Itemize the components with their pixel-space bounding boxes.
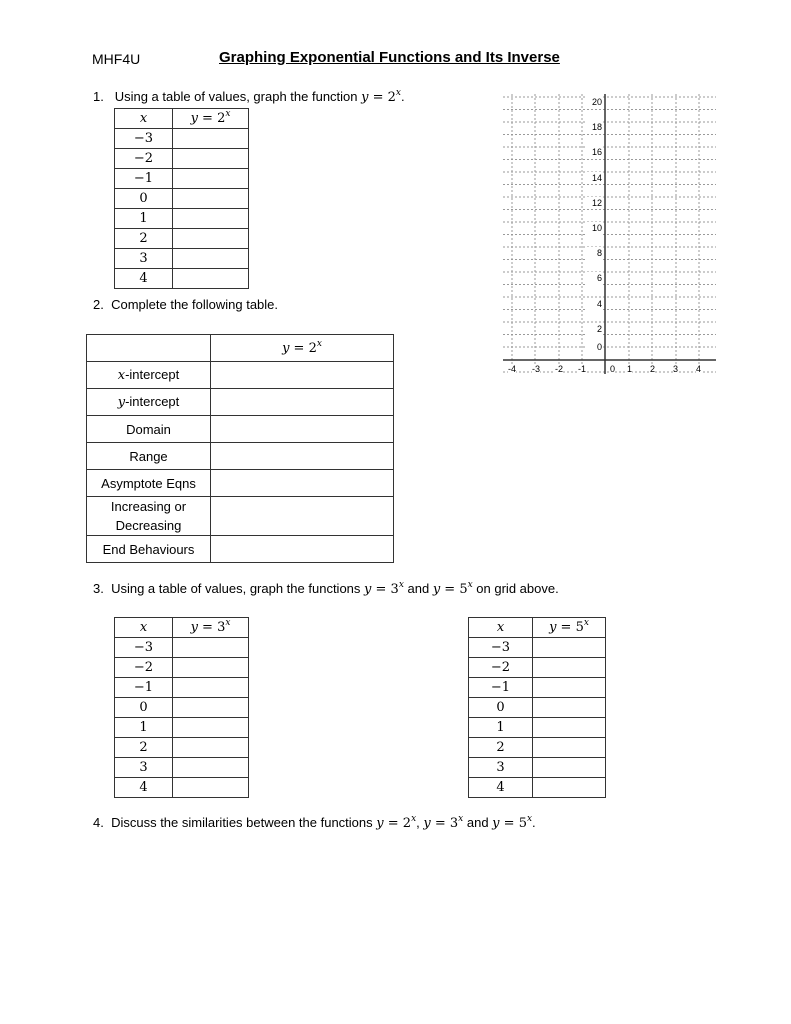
y-value-cell[interactable] bbox=[173, 698, 249, 718]
y-value-cell[interactable] bbox=[173, 129, 249, 149]
table-row: 3 bbox=[115, 758, 249, 778]
y-value-cell[interactable] bbox=[173, 229, 249, 249]
table-row: 3 bbox=[115, 249, 249, 269]
table-header-row: x $y = 5^x$ bbox=[469, 618, 606, 638]
table-row: 2 bbox=[115, 738, 249, 758]
table-row: −2 bbox=[469, 658, 606, 678]
table-row: −3 bbox=[469, 638, 606, 658]
table-row: −1 bbox=[115, 678, 249, 698]
table-row: 0 bbox=[115, 698, 249, 718]
table-row: 1 bbox=[115, 209, 249, 229]
table-row: −1 bbox=[469, 678, 606, 698]
table-row: 2 bbox=[469, 738, 606, 758]
y-value-cell[interactable] bbox=[173, 638, 249, 658]
question-3: 3. Using a table of values, graph the functions $y = 3^x$ and $y = 5^x$ on grid above. bbox=[93, 580, 559, 597]
equation: $y = 2^x$ bbox=[361, 88, 401, 105]
question-text: Using a table of values, graph the function bbox=[114, 89, 362, 104]
table-row: 4 bbox=[469, 778, 606, 798]
table-header-row: x $y = 3^x$ bbox=[115, 618, 249, 638]
y-value-cell[interactable] bbox=[173, 269, 249, 289]
table-row: Increasing or Decreasing bbox=[87, 497, 394, 536]
y-value-cell[interactable] bbox=[173, 189, 249, 209]
table-row: End Behaviours bbox=[87, 536, 394, 563]
y-value-cell[interactable] bbox=[173, 758, 249, 778]
table-row: Domain bbox=[87, 416, 394, 443]
table-row: −2 bbox=[115, 658, 249, 678]
y-value-cell[interactable] bbox=[173, 658, 249, 678]
table-row: 3 bbox=[469, 758, 606, 778]
y-value-cell[interactable] bbox=[173, 209, 249, 229]
question-1: 1. Using a table of values, graph the function $y = 2^x$. bbox=[93, 88, 405, 105]
graph-grid[interactable] bbox=[503, 94, 716, 374]
y-value-cell[interactable] bbox=[173, 149, 249, 169]
table-of-values-2x bbox=[114, 108, 249, 289]
table-row: −3 bbox=[115, 638, 249, 658]
table-header-row: x $y = 2^x$ bbox=[115, 109, 249, 129]
table-row: 2 bbox=[115, 229, 249, 249]
question-4: 4. Discuss the similarities between the functions $y = 2^x$, $y = 3^x$ and $y = 5^x$. bbox=[93, 814, 536, 831]
table-of-values-3x bbox=[114, 617, 249, 798]
y-value-cell[interactable] bbox=[533, 718, 606, 738]
table-row: 0 bbox=[115, 189, 249, 209]
page-title: Graphing Exponential Functions and Its Inverse bbox=[219, 49, 560, 66]
properties-table bbox=[86, 334, 394, 563]
y-axis-labels: 20 18 16 14 12 10 8 6 4 2 0 bbox=[586, 96, 602, 354]
y-value-cell[interactable] bbox=[533, 678, 606, 698]
table-row: −2 bbox=[115, 149, 249, 169]
y-value-cell[interactable] bbox=[173, 169, 249, 189]
question-2: 2. Complete the following table. bbox=[93, 297, 279, 312]
table-row: 0 bbox=[469, 698, 606, 718]
table-row: −1 bbox=[115, 169, 249, 189]
increasing-decreasing-answer[interactable] bbox=[211, 497, 394, 536]
table-row: Asymptote Eqns bbox=[87, 470, 394, 497]
table-row: 4 bbox=[115, 269, 249, 289]
y-value-cell[interactable] bbox=[533, 738, 606, 758]
range-answer[interactable] bbox=[211, 443, 394, 470]
table-row: y-intercept bbox=[87, 389, 394, 416]
table-row: −3 bbox=[115, 129, 249, 149]
x-intercept-answer[interactable] bbox=[211, 362, 394, 389]
table-row: 4 bbox=[115, 778, 249, 798]
grid-lines-icon bbox=[503, 94, 716, 374]
end-behaviours-answer[interactable] bbox=[211, 536, 394, 563]
y-value-cell[interactable] bbox=[533, 778, 606, 798]
y-value-cell[interactable] bbox=[173, 718, 249, 738]
y-value-cell[interactable] bbox=[533, 638, 606, 658]
asymptote-answer[interactable] bbox=[211, 470, 394, 497]
y-intercept-answer[interactable] bbox=[211, 389, 394, 416]
y-value-cell[interactable] bbox=[533, 658, 606, 678]
y-value-cell[interactable] bbox=[173, 738, 249, 758]
course-code: MHF4U bbox=[92, 51, 141, 67]
y-value-cell[interactable] bbox=[173, 778, 249, 798]
y-value-cell[interactable] bbox=[533, 758, 606, 778]
table-row: x-intercept bbox=[87, 362, 394, 389]
domain-answer[interactable] bbox=[211, 416, 394, 443]
table-header-row: $y = 2^x$ bbox=[87, 335, 394, 362]
table-of-values-5x bbox=[468, 617, 606, 798]
table-row: 1 bbox=[469, 718, 606, 738]
y-value-cell[interactable] bbox=[533, 698, 606, 718]
table-row: 1 bbox=[115, 718, 249, 738]
table-row: Range bbox=[87, 443, 394, 470]
question-number: 1. bbox=[93, 89, 104, 104]
y-value-cell[interactable] bbox=[173, 678, 249, 698]
y-value-cell[interactable] bbox=[173, 249, 249, 269]
